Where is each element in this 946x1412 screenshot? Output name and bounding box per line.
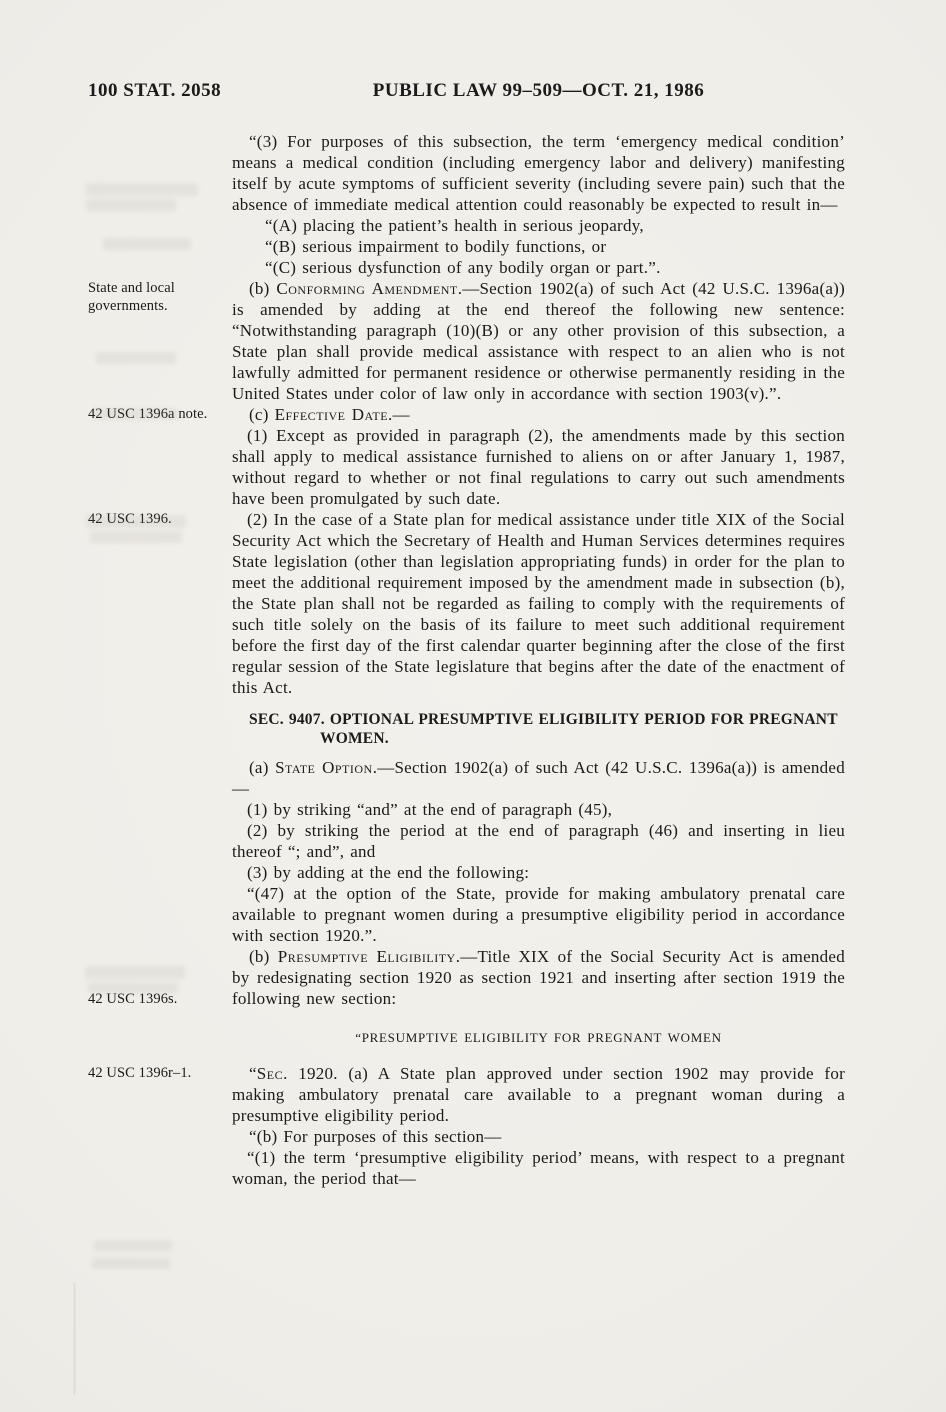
clause-A-jeopardy [232,215,845,236]
small-caps-run: State Option [275,758,373,777]
ink-bleed-artifact [90,531,182,543]
small-caps-run: Conforming Amendment [276,279,458,298]
sec-1920-subsection-a [88,1063,845,1126]
text-run: (1) by striking “and” at the end of paragraph (45), [247,800,613,819]
subsection-b-conforming-amendment [88,278,845,404]
text-run: .—Title XIX of the Social Security Act is amended by redesignating section 1920 as section 1921 and inserting after section 1919 the following new section: [232,947,845,1008]
margin-note: 42 USC 1396. [88,511,172,527]
text-run: .—Section 1902(a) of such Act (42 U.S.C. 1396a(a)) is amended by adding at the end thereof the following new sentence: “Notwithstanding paragraph (10)(B) or any other provision of this subsection, a State plan shall provide medical assistance with respect to an alien who is not lawfully admitted for permanent residence or otherwise permanently residing in the United States under color of law only in accordance with section 1903(v).”. [232,279,845,403]
ink-bleed-artifact [85,966,185,979]
paragraph-1-striking-and [232,799,845,820]
text-run: “PRESUMPTIVE ELIGIBILITY FOR PREGNANT WOMEN [355,1030,722,1045]
ink-bleed-artifact [92,408,178,420]
small-caps-run: Sec [256,1064,284,1083]
text-run: “(1) the term ‘presumptive eligibility period’ means, with respect to a pregnant woman, the period that— [232,1148,845,1188]
sec-1920-subsection-b [232,1126,845,1147]
paragraph-3-emergency-medical-condition [232,131,845,215]
ink-bleed-artifact [92,1258,170,1269]
text-run: “(3) For purposes of this subsection, the term ‘emergency medical condition’ means a medical condition (including emergency labor and delivery) manifesting itself by acute symptoms of sufficient severity (including severe pain) such that the absence of immediate medical attention could reasonably be expected to result in— [232,132,845,214]
text-run: (2) by striking the period at the end of paragraph (46) and inserting in lieu thereof “; and”, and [232,821,845,861]
text-run: (2) In the case of a State plan for medical assistance under title XIX of the Social Security Act which the Secretary of Health and Human Services determines requires State legislation (other than legislation appropriating funds) in order for the plan to meet the additional requirement imposed by the amendment made in subsection (b), the State plan shall not be regarded as failing to comply with the requirements of such title solely on the basis of its failure to meet such additional requirement before the first day of the first calendar quarter beginning after the close of the first regular session of the State legislature that begins after the date of the enactment of this Act. [232,510,845,697]
subsection-a-state-option [232,757,845,799]
statute-body [88,131,845,1189]
text-run: (1) Except as provided in paragraph (2), the amendments made by this section shall apply to medical assistance furnished to aliens on or after January 1, 1987, without regard to whether or not final regulations to carry out such amendments have been promulgated by such date. [232,426,845,508]
margin-note: 42 USC 1396s. [88,990,178,1007]
section-9407-heading [232,710,845,748]
subsection-c-effective-date [88,404,845,425]
margin-note: 42 USC 1396a note. [88,406,208,422]
margin-note: State and local governments. [88,280,175,314]
ink-bleed-artifact [96,352,176,364]
text-run: “(47) at the option of the State, provide for making ambulatory prenatal care available to pregnant women during a presumptive eligibility period in accordance with section 1920.”. [232,884,845,945]
text-run: “ [249,1064,257,1083]
law-title: PUBLIC LAW 99–509—OCT. 21, 1986 [372,80,705,101]
quoted-section-heading [232,1027,845,1048]
paragraph-47-ambulatory-prenatal-care [232,883,845,946]
text-run: (3) by adding at the end the following: [247,863,530,882]
text-run: .— [388,405,410,424]
text-run: “(B) serious impairment to bodily functions, or [265,237,607,256]
paragraph-2-state-plan-exception [88,509,845,698]
text-run: “(b) For purposes of this section— [249,1127,502,1146]
sec-1920-b-paragraph-1 [232,1147,845,1189]
text-run: (b) [249,279,277,298]
paragraph-1-effective-date-rule [232,425,845,509]
clause-C-dysfunction [232,257,845,278]
text-run: .—Section 1902(a) of such Act (42 U.S.C. 1396a(a)) is amended— [232,758,845,798]
small-caps-run: Presumptive Eligibility [277,947,456,966]
margin-note: 42 USC 1396r–1. [88,1065,192,1081]
text-run: (b) [249,947,278,966]
ink-bleed-artifact [103,238,191,250]
ink-bleed-artifact [86,515,186,528]
clause-B-impairment [232,236,845,257]
ink-bleed-artifact [88,982,178,994]
text-run: “(C) serious dysfunction of any bodily organ or part.”. [265,258,661,277]
subsection-b-presumptive-eligibility [88,946,845,1009]
ink-bleed-artifact [86,183,198,196]
text-run: SEC. 9407. OPTIONAL PRESUMPTIVE ELIGIBILITY PERIOD FOR PREGNANT WOMEN. [249,711,838,747]
paragraph-2-striking-period [232,820,845,862]
text-run: (c) [249,405,275,424]
ink-bleed-artifact [94,1240,172,1251]
small-caps-run: Effective Date [274,405,389,424]
page-fold-crease [74,1283,75,1395]
ink-bleed-artifact [86,199,176,211]
text-run: “(A) placing the patient’s health in serious jeopardy, [265,216,644,235]
text-run: (a) [249,758,276,777]
stat-number: 100 STAT. 2058 [88,80,222,101]
paragraph-3-adding-following [232,862,845,883]
text-run: . 1920. (a) A State plan approved under section 1902 may provide for making ambulatory prenatal care available to a pregnant woman during a presumptive eligibility period. [232,1064,845,1125]
